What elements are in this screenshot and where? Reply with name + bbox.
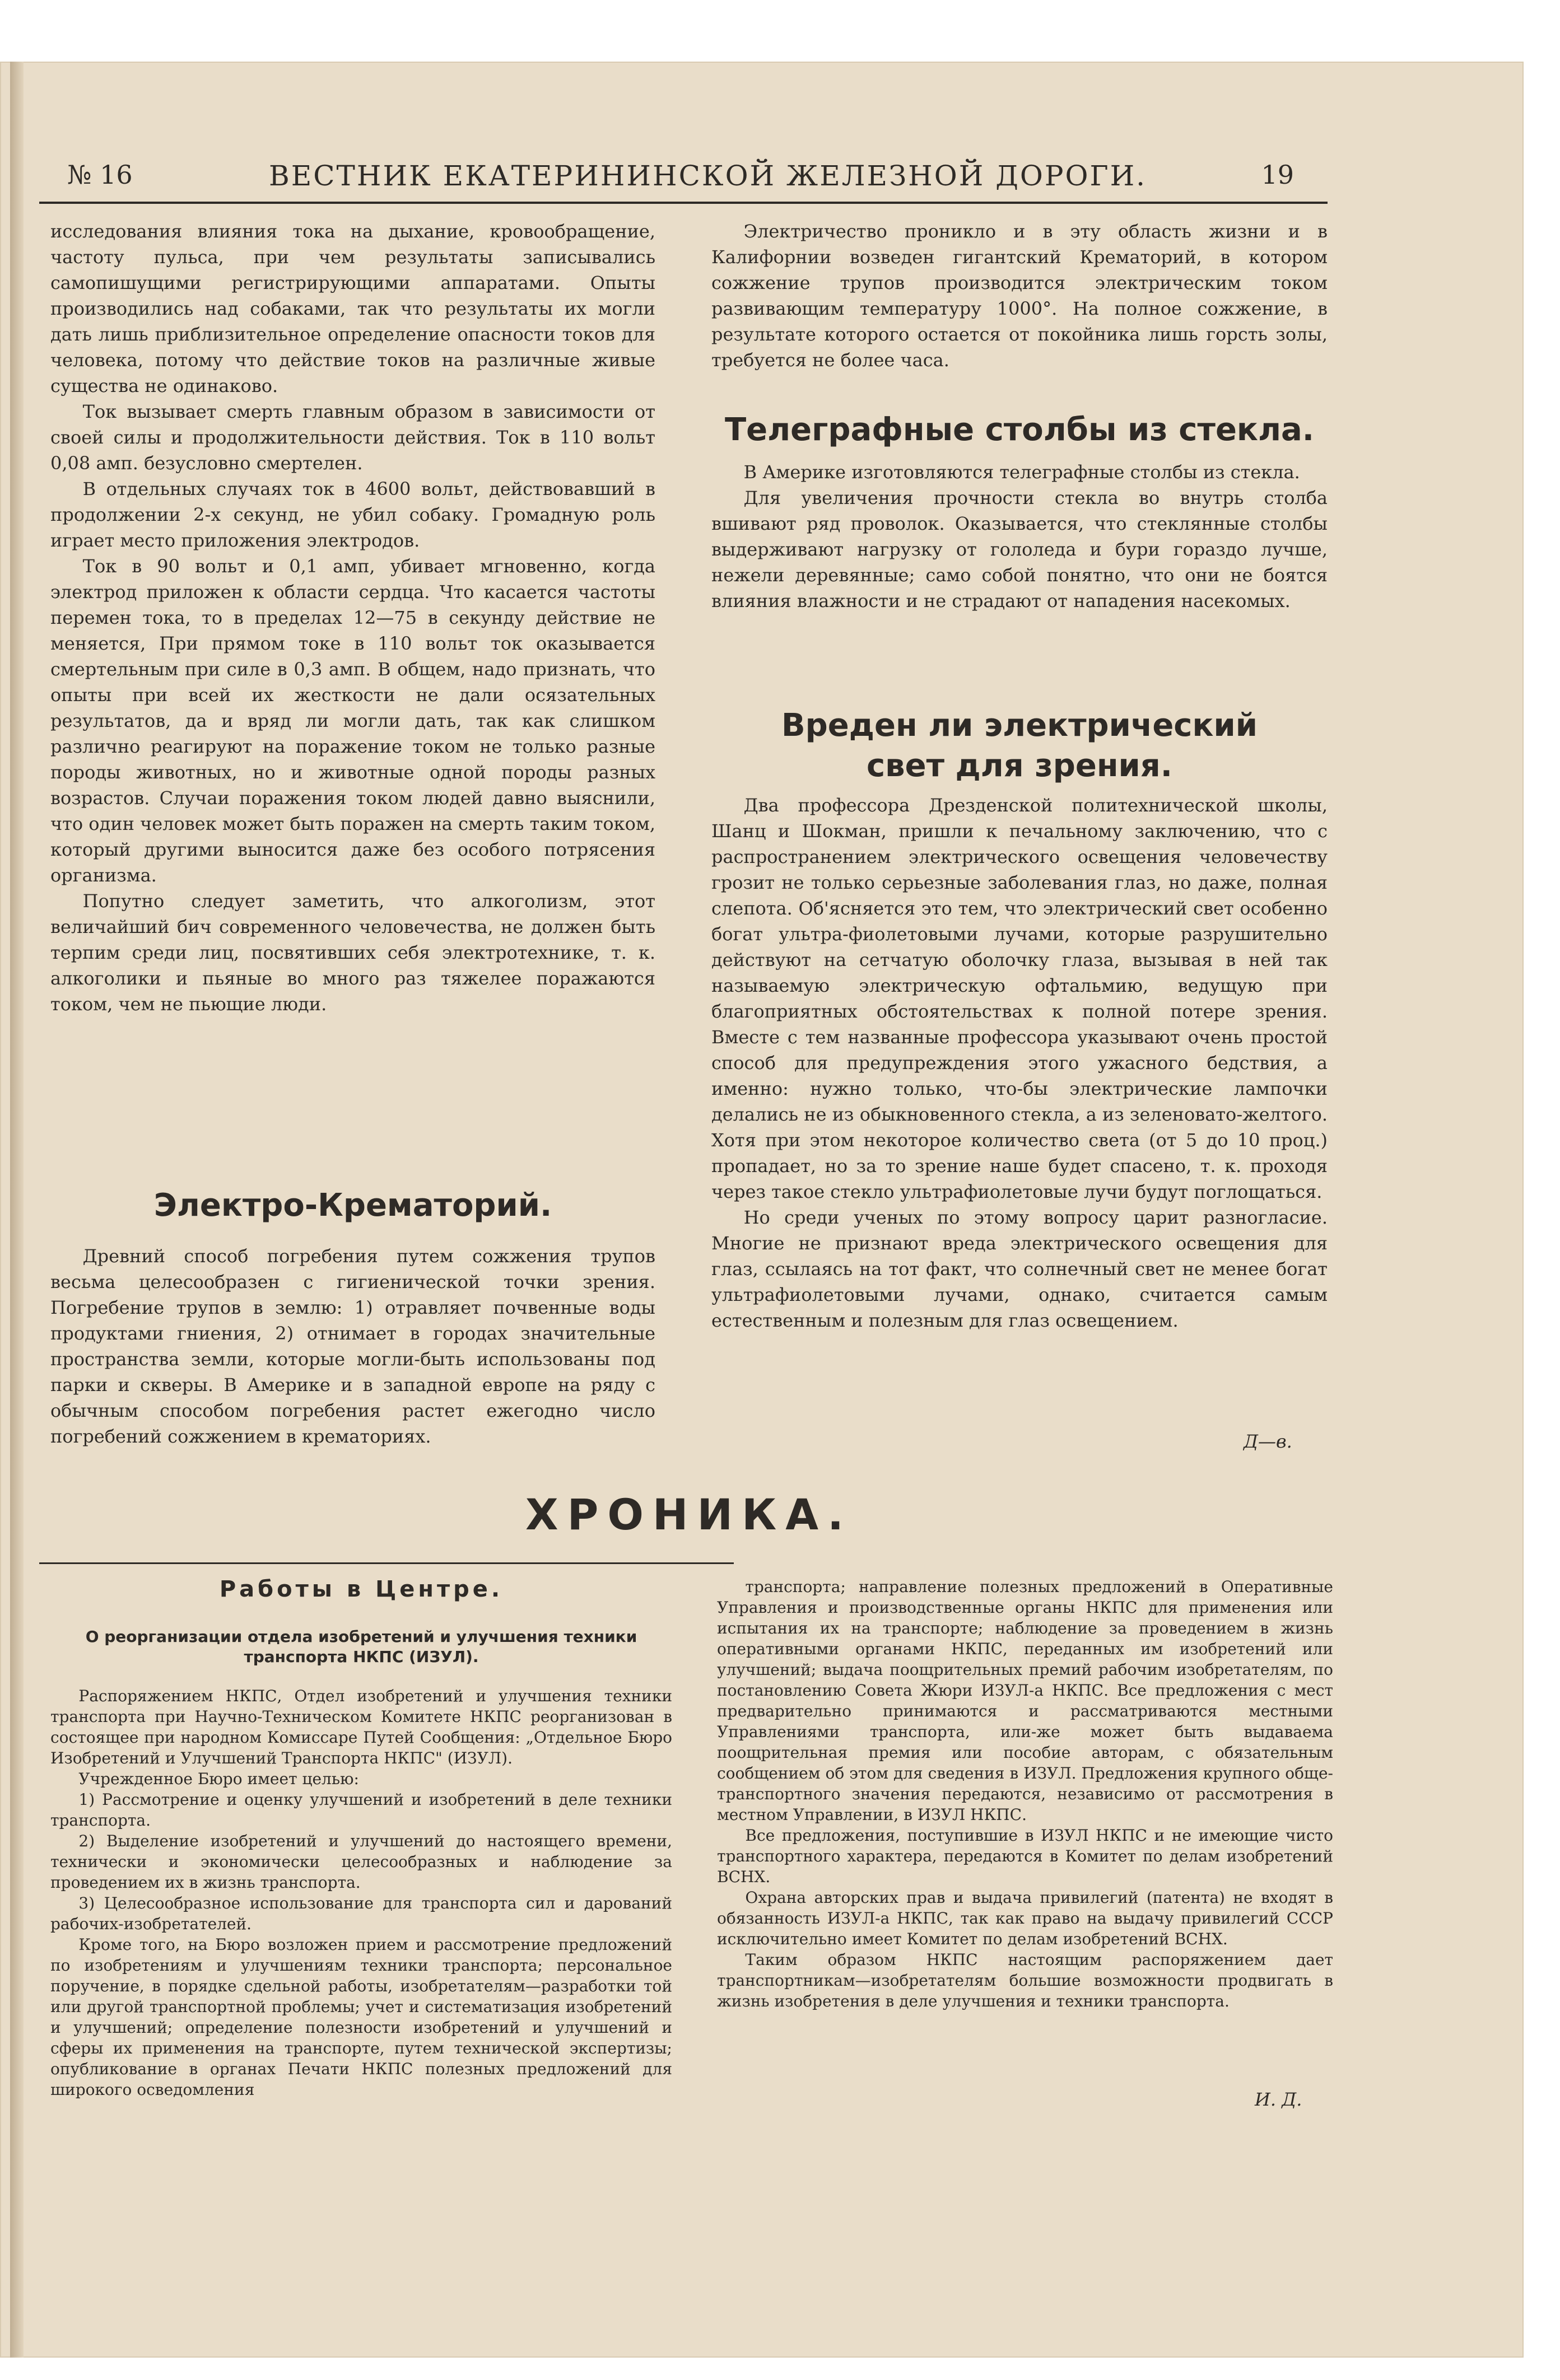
paragraph: В отдельных случаях ток в 4600 вольт, действовавший в продолжении 2-х секунд, не убил собаку. Громадную роль играет место приложения электродов. xyxy=(50,478,655,551)
chronicle-heading: ХРОНИКА. xyxy=(525,1490,853,1539)
paragraph: Ток в 90 вольт и 0,1 амп, убивает мгновенно, когда электрод приложен к области сердца. Что касается частоты перемен тока, то в пределах 12—75 в секунду действие не меняется, При прямом токе в 110 вольт ток оказывается смертельным при силе в 0,3 амп. В общем, надо признать, что опыты при всей их жесткости не дали осязательных результатов, да и вряд ли могли дать, так как слишком различно реагируют на поражение током не только разные породы животных, но и животные одной породы разных возрастов. Случаи поражения током людей давно выяснили, что один человек может быть поражен на смерть таким током, который другими выносится даже без особого потрясения организма. xyxy=(50,556,655,886)
page-number: 19 xyxy=(1261,160,1294,190)
paragraph: 3) Целесообразное использование для транспорта сил и дарований рабочих-изобретателей. xyxy=(50,1894,672,1933)
paragraph: В Америке изготовляются телеграфные столбы из стекла. xyxy=(743,461,1300,483)
page-header xyxy=(45,160,1328,199)
header-rule xyxy=(39,202,1328,204)
glass-poles-text xyxy=(711,459,1328,614)
electric-light-text xyxy=(711,792,1328,1333)
issue-number: № 16 xyxy=(67,160,133,190)
chronicle-rule xyxy=(39,1562,734,1564)
paragraph: 1) Рассмотрение и оценку улучшений и изобретений в деле техники транспорта. xyxy=(50,1790,672,1830)
paragraph: Для увеличения прочности стекла во внутрь столба вшивают ряд проволок. Оказывается, что стеклянные столбы выдерживают нагрузку от гололеда и бури гораздо лучше, нежели деревянные; само собой понятно, что они не боятся влияния влажности и не страдают от нападения насекомых. xyxy=(711,487,1328,612)
article-title: О реорганизации отдела изобретений и улучшения техники транспорта НКПС (ИЗУЛ). xyxy=(85,1627,637,1666)
paragraph: Древний способ погребения путем сожжения трупов весьма целесообразен с гигиенической точки зрения. Погребение трупов в землю: 1) отравляет почвенные воды продуктами гниения, 2) отнимает в городах значительные пространства земли, которые могли-быть использованы под парки и скверы. В Америке и в западной европе на ряду с обычным способом погребения растет ежегодно число погребений сожжением в крематориях. xyxy=(50,1245,655,1447)
paragraph: исследования влияния тока на дыхание, кровообращение, частоту пульса, при чем результаты записывались самопишущими регистрирующими аппаратами. Опыты производились над собаками, так что результаты их могли дать лишь приблизительное определение опасности токов для человека, потому что действие токов на различные живые существа не одинаково. xyxy=(50,221,655,396)
right-column-top xyxy=(711,218,1328,373)
paragraph: Но среди ученых по этому вопросу царит разногласие. Многие не признают вреда электрического освещения для глаз, ссылаясь на тот факт, что солнечный свет не менее богат ультрафиолетовыми лучами, однако, считается самым естественным и полезным для глаз освещением. xyxy=(711,1207,1328,1331)
paragraph: Два профессора Дрезденской политехнической школы, Шанц и Шокман, пришли к печальному заключению, что с распространением электрического освещения человечеству грозит не только серьезные заболевания глаз, но даже, полная слепота. Об'ясняется это тем, что электрический свет особенно богат ультра-фиолетовыми лучами, которые разрушительно действуют на сетчатую оболочку глаза, вызывая в ней так называемую электрическую офтальмию, ведущую при благоприятных обстоятельствах к полной потере зрения. Вместе с тем названные профессора указывают очень простой способ для предупреждения этого ужасного бедствия, а именно: нужно только, что-бы электрические лампочки делались не из обыкновенного стекла, а из зеленовато-желтого. Хотя при этом некоторое количество света (от 5 до 10 проц.) пропадает, но за то зрение наше будет спасено, т. к. проходя через такое стекло ультрафиолетовые лучи будут поглощаться. xyxy=(711,795,1328,1202)
chronicle-signature: И. Д. xyxy=(1255,2089,1302,2110)
paragraph: Все предложения, поступившие в ИЗУЛ НКПС и не имеющие чисто транспортного характера, передаются в Комитет по делам изобретений ВСНХ. xyxy=(717,1826,1333,1886)
paragraph: Попутно следует заметить, что алкоголизм, этот величайший бич современного человечества, не должен быть терпим среди лиц, посвятивших себя электротехнике, т. к. алкоголики и пьяные во много раз тяжелее поражаются током, чем не пьющие люди. xyxy=(50,890,655,1015)
paragraph: Распоряжением НКПС, Отдел изобретений и улучшения техники транспорта при Научно-Техническом Комитете НКПС реорганизован в состоящее при народном Комиссаре Путей Сообщения: „Отдельное Бюро Изобретений и Улучшений Транспорта НКПС" (ИЗУЛ). xyxy=(50,1687,672,1767)
paragraph: Электричество проникло и в эту область жизни и в Калифорнии возведен гигантский Крематорий, в котором сожжение трупов производится электрическим током развивающим температуру 1000°. На полное сожжение, в результате которого остается от покойника лишь горсть золы, требуется не более часа. xyxy=(711,221,1328,371)
paragraph: Таким образом НКПС настоящим распоряжением дает транспортникам—изобретателям большие возможности продвигать в жизнь изобретения в деле улучшения и техники транспорта. xyxy=(717,1950,1333,2010)
paragraph: 2) Выделение изобретений и улучшений до настоящего времени, технически и экономически целесообразных и наблюдение за проведением их в жизнь транспорта. xyxy=(50,1832,672,1892)
paragraph: Кроме того, на Бюро возложен прием и рассмотрение предложений по изобретениям и улучшениям техники транспорта; персональное поручение, в порядке сдельной работы, изобретателям—разработки той или другой транспортной проблемы; учет и систематизация изобретений и улучшений; определение полезности изобретений и улучшений и сферы их применения на транспорте, путем технической экспертизы; опубликование в органах Печати НКПС полезных предложений для широкого осведомления xyxy=(50,1935,672,2099)
left-column xyxy=(50,218,655,1017)
heading-glass-poles: Телеграфные столбы из стекла. xyxy=(724,412,1315,448)
heading-electric-light: Вреден ли электрический свет для зрения. xyxy=(781,707,1258,784)
chronicle-subheading: Работы в Центре. xyxy=(219,1576,504,1602)
chronicle-right-text xyxy=(717,1576,1333,2012)
heading-crematorium: Электро-Крематорий. xyxy=(153,1187,552,1224)
paragraph: Охрана авторских прав и выдача привилегий (патента) не входят в обязанность ИЗУЛ-а НКПС, так как право на выдачу привилегий СССР исключительно имеет Комитет по делам изобретений ВСНХ. xyxy=(717,1888,1333,1948)
paragraph: Ток вызывает смерть главным образом в зависимости от своей силы и продолжительности действия. Ток в 110 вольт 0,08 амп. безусловно смертелен. xyxy=(50,401,655,474)
paragraph: транспорта; направление полезных предложений в Оперативные Управления и производственные органы НКПС для применения или испытания их на транспорте; наблюдение за проведением в жизнь оперативными органами НКПС, переданных им изобретений или улучшений; выдача поощрительных премий рабочим изобретателям, по постановлению Совета Жюри ИЗУЛ-а НКПС. Все предложения с мест предварительно принимаются и рассматриваются местными Управлениями транспорта, или-же может быть выдаваема поощрительная премия или пособие авторам, с обязательным сообщением об этом для сведения в ИЗУЛ. Предложения крупного обще-транспортного значения передаются, независимо от рассмотрения в местном Управлении, в ИЗУЛ НКПС. xyxy=(717,1578,1333,1824)
signature: Д—в. xyxy=(1244,1431,1292,1452)
publication-title: ВЕСТНИК ЕКАТЕРИНИНСКОЙ ЖЕЛЕЗНОЙ ДОРОГИ. xyxy=(269,160,1147,192)
paragraph: Учрежденное Бюро имеет целью: xyxy=(78,1770,359,1788)
chronicle-left-text xyxy=(50,1686,672,2100)
page-fold xyxy=(10,62,24,2358)
crematorium-text xyxy=(50,1243,655,1449)
